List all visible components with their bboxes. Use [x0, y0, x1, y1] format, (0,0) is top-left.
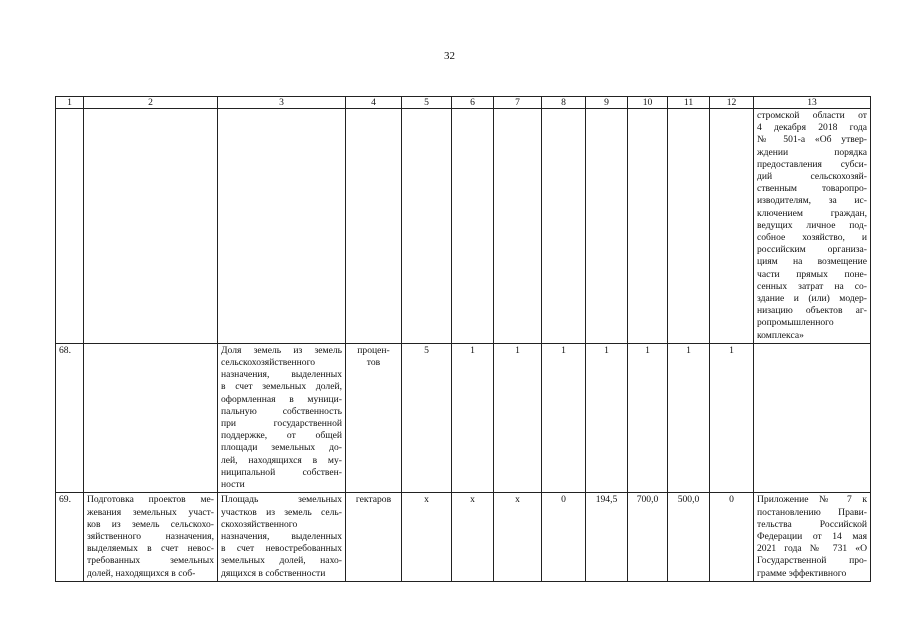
value-cell: 1	[542, 343, 586, 492]
value-cell: 1	[668, 343, 710, 492]
header-cell: 9	[586, 97, 628, 109]
row-number-cell: 68.	[56, 343, 84, 492]
text-line: ниципальной собствен-	[221, 466, 342, 478]
value-cell: х	[494, 493, 542, 581]
text-line: Доля земель из земель	[221, 344, 342, 356]
text-line: Государственной про-	[757, 555, 867, 567]
legal-basis-cell	[754, 109, 871, 344]
text-line: ропромышленного	[757, 317, 834, 329]
legal-basis-cell	[754, 493, 871, 581]
text-line: гектаров	[355, 494, 392, 506]
header-cell: 3	[218, 97, 346, 109]
cell	[586, 109, 628, 344]
cell	[218, 109, 346, 344]
row-number-cell: 69.	[56, 493, 84, 581]
table-row	[56, 343, 871, 492]
text-line: 4 декабря 2018 года	[757, 122, 867, 134]
cell	[452, 109, 494, 344]
value-cell: х	[452, 493, 494, 581]
text-line: ности	[221, 479, 245, 491]
cell	[668, 109, 710, 344]
value-cell: 0	[710, 493, 754, 581]
unit-cell	[346, 493, 402, 581]
value-cell: 194,5	[586, 493, 628, 581]
text-line: требованных земельных	[87, 555, 214, 567]
header-cell: 7	[494, 97, 542, 109]
cell	[84, 109, 218, 344]
header-cell: 6	[452, 97, 494, 109]
text-line: процен-	[357, 344, 390, 356]
cell	[542, 109, 586, 344]
value-cell: 1	[452, 343, 494, 492]
header-cell: 11	[668, 97, 710, 109]
text-line: Федерации от 14 мая	[757, 530, 867, 542]
text-line: постановлению Прави-	[757, 506, 867, 518]
text-line: ждении порядка	[757, 146, 867, 158]
table-row	[56, 493, 871, 581]
text-line: земельных долей, нахо-	[221, 555, 342, 567]
text-line: назначения, выделенных	[221, 369, 342, 381]
text-line: площади земельных до-	[221, 442, 342, 454]
text-line: Подготовка проектов ме-	[87, 494, 214, 506]
header-cell: 4	[346, 97, 402, 109]
text-line: собное хозяйство, и	[757, 232, 867, 244]
text-line: в счет земельных долей,	[221, 381, 342, 393]
text-line: долей, находящихся в соб-	[87, 567, 196, 579]
text-line: пальную собственность	[221, 405, 342, 417]
header-row	[56, 97, 871, 109]
text-line: 2021 года № 731 «О	[757, 543, 867, 555]
value-cell: 5	[402, 343, 452, 492]
text-line: сельскохозяйственного	[221, 357, 316, 369]
cell	[402, 109, 452, 344]
measure-cell	[84, 493, 218, 581]
header-cell: 1	[56, 97, 84, 109]
text-line: ков из земель сельскохо-	[87, 518, 214, 530]
text-line: дящихся в собственности	[221, 567, 326, 579]
text-line: грамме эффективного	[757, 567, 847, 579]
indicator-cell	[218, 493, 346, 581]
text-line: ключением граждан,	[757, 207, 867, 219]
legal-basis-cell	[754, 343, 871, 492]
measure-cell	[84, 343, 218, 492]
text-line: при государственной	[221, 418, 342, 430]
value-cell: 500,0	[668, 493, 710, 581]
header-cell: 10	[628, 97, 668, 109]
text-line: ведущих личное под-	[757, 219, 867, 231]
text-line: здание и (или) модер-	[757, 293, 867, 305]
text-line: российским организа-	[757, 244, 867, 256]
text-line: тельства Российской	[757, 518, 867, 530]
value-cell: 1	[494, 343, 542, 492]
value-cell: 0	[542, 493, 586, 581]
table-row	[56, 109, 871, 344]
header-cell: 8	[542, 97, 586, 109]
text-line: циям на возмещение	[757, 256, 867, 268]
header-cell: 12	[710, 97, 754, 109]
text-line: оформленная в муници-	[221, 393, 342, 405]
header-cell: 5	[402, 97, 452, 109]
data-table	[55, 96, 871, 582]
text-line: зяйственного назначения,	[87, 530, 214, 542]
indicator-cell	[218, 343, 346, 492]
header-cell: 13	[754, 97, 871, 109]
text-line: предоставления субси-	[757, 158, 867, 170]
text-line: комплекса»	[757, 329, 804, 341]
row-number-cell	[56, 109, 84, 344]
page-number: 32	[444, 50, 455, 62]
text-line: лей, находящихся в му-	[221, 454, 342, 466]
cell	[494, 109, 542, 344]
text-line: Приложение № 7 к	[757, 494, 867, 506]
text-line: стромской области от	[757, 110, 867, 121]
text-line: Площадь земельных	[221, 494, 342, 506]
cell	[710, 109, 754, 344]
text-line: поддержке, от общей	[221, 430, 342, 442]
text-line: № 501-а «Об утвер-	[757, 134, 867, 146]
value-cell: 1	[628, 343, 668, 492]
text-line: тов	[366, 357, 381, 369]
text-line: назначения, выделенных	[221, 530, 342, 542]
value-cell: 1	[710, 343, 754, 492]
value-cell: 1	[586, 343, 628, 492]
text-line: дий сельскохозяй-	[757, 171, 867, 183]
text-line: сенных затрат на со-	[757, 280, 867, 292]
value-cell: х	[402, 493, 452, 581]
cell	[628, 109, 668, 344]
text-line: ственным товаропро-	[757, 183, 867, 195]
text-line: жевания земельных участ-	[87, 506, 214, 518]
value-cell: 700,0	[628, 493, 668, 581]
unit-cell	[346, 343, 402, 492]
cell	[346, 109, 402, 344]
text-line: участков из земель сель-	[221, 506, 342, 518]
text-line: скохозяйственного	[221, 518, 298, 530]
text-line: изводителям, за ис-	[757, 195, 867, 207]
text-line: в счет невостребованных	[221, 543, 342, 555]
header-cell: 2	[84, 97, 218, 109]
text-line: части прямых поне-	[757, 268, 867, 280]
text-line: низацию объектов аг-	[757, 305, 867, 317]
text-line: выделяемых в счет невос-	[87, 543, 214, 555]
